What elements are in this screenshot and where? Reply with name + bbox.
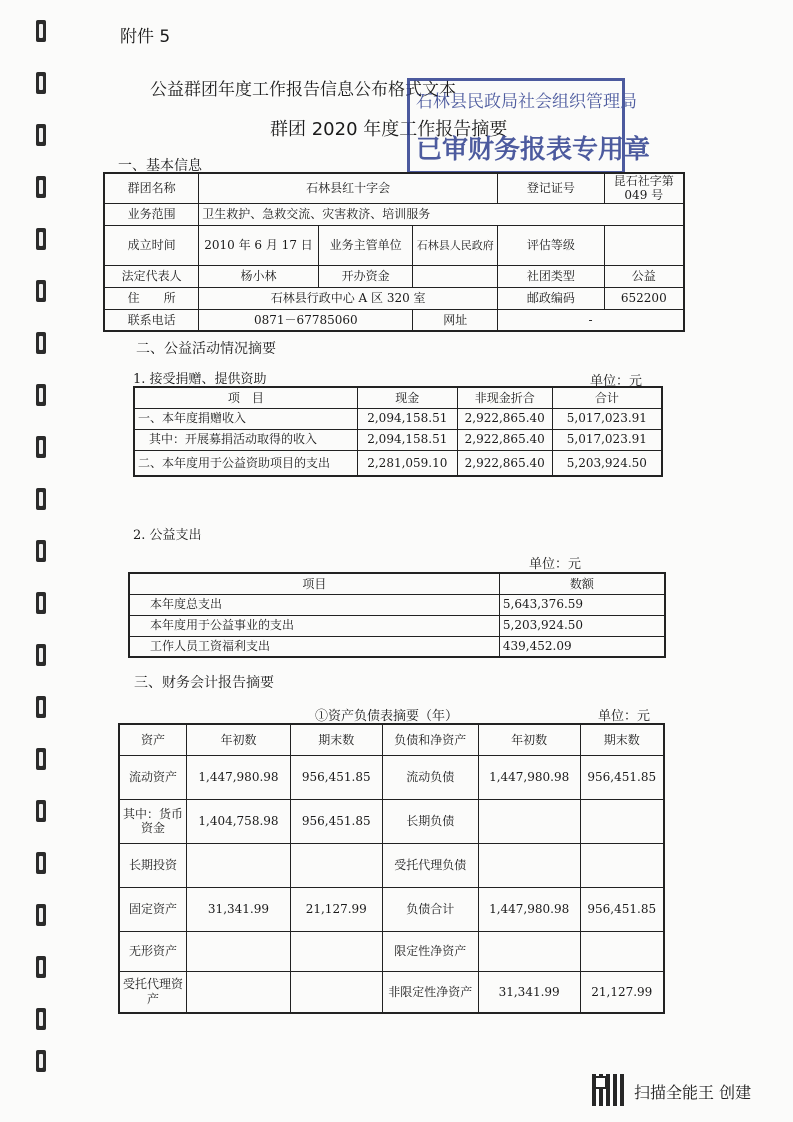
bs-liability-end: 21,127.99 (580, 971, 664, 1013)
donation-cash: 2,281,059.10 (357, 450, 457, 476)
phone-value: 0871－67785060 (199, 309, 413, 331)
attachment-label: 附件 5 (120, 27, 171, 47)
scope-label: 业务范围 (104, 203, 199, 225)
expense-header-item: 项目 (129, 573, 499, 594)
donation-total: 5,017,023.91 (552, 408, 662, 429)
binding-holes (36, 20, 50, 1070)
phone-label: 联系电话 (104, 309, 199, 331)
bs-liability-label: 流动负债 (382, 755, 478, 799)
legal-rep-value: 杨小林 (199, 265, 319, 287)
document-title: 公益群团年度工作报告信息公布格式文本 (150, 80, 456, 100)
bs-header-end: 期末数 (290, 724, 382, 755)
bs-header-begin-2: 年初数 (478, 724, 580, 755)
stamp-line-2: 已审财务报表专用章 (416, 135, 651, 165)
legal-rep-label: 法定代表人 (104, 265, 199, 287)
postcode-value: 652200 (604, 287, 684, 309)
donation-unit: 单位：元 (590, 374, 643, 389)
capital-label: 开办资金 (318, 265, 413, 287)
donation-row-label: 其中：开展募捐活动取得的收入 (134, 429, 357, 450)
bs-asset-end: 956,451.85 (290, 755, 382, 799)
document-subtitle: 群团 2020 年度工作报告摘要 (270, 119, 508, 140)
table-row (119, 887, 664, 931)
expense-amount: 5,203,924.50 (499, 615, 665, 636)
bs-asset-begin (187, 971, 291, 1013)
expense-table (128, 572, 666, 658)
expense-unit: 单位：元 (529, 557, 582, 572)
bs-asset-label: 无形资产 (119, 931, 187, 971)
org-name-label: 群团名称 (104, 173, 199, 203)
donation-cash: 2,094,158.51 (357, 429, 457, 450)
address-label: 住 所 (104, 287, 199, 309)
bs-liability-label: 长期负债 (382, 799, 478, 843)
expense-row-label: 工作人员工资福利支出 (129, 636, 499, 657)
bs-asset-end: 21,127.99 (290, 887, 382, 931)
bs-liability-begin: 31,341.99 (478, 971, 580, 1013)
bs-liability-end (580, 931, 664, 971)
section3-title: 三、财务会计报告摘要 (134, 675, 274, 691)
bs-header-end-2: 期末数 (580, 724, 664, 755)
bs-liability-label: 非限定性净资产 (382, 971, 478, 1013)
balance-unit: 单位：元 (598, 709, 651, 724)
expense-amount: 439,452.09 (499, 636, 665, 657)
balance-sheet-title: ①资产负债表摘要（年） (315, 709, 459, 724)
bs-asset-label: 受托代理资产 (119, 971, 187, 1013)
type-label: 社团类型 (498, 265, 605, 287)
expense-header-amount: 数额 (499, 573, 665, 594)
bs-asset-label: 长期投资 (119, 843, 187, 887)
bs-liability-end (580, 843, 664, 887)
reg-no-label: 登记证号 (498, 173, 605, 203)
reg-no-value: 昆石社字第 049 号 (604, 173, 684, 203)
bs-asset-end (290, 971, 382, 1013)
org-name-value: 石林县红十字会 (199, 173, 498, 203)
supervisor-label: 业务主管单位 (318, 225, 413, 265)
qr-code-icon (592, 1074, 624, 1106)
rating-label: 评估等级 (498, 225, 605, 265)
section2-title: 二、公益活动情况摘要 (136, 341, 276, 357)
expense-row-label: 本年度总支出 (129, 594, 499, 615)
balance-sheet-table (118, 723, 665, 1014)
donation-header-cash: 现金 (357, 387, 457, 408)
section2-sub1: 1. 接受捐赠、提供资助 (133, 372, 267, 387)
table-row (119, 971, 664, 1013)
table-row (129, 615, 665, 636)
donation-total: 5,017,023.91 (552, 429, 662, 450)
table-row (119, 931, 664, 971)
watermark-text: 扫描全能王 创建 (634, 1083, 752, 1102)
donation-noncash: 2,922,865.40 (457, 408, 552, 429)
bs-liability-begin (478, 799, 580, 843)
supervisor-value: 石林县人民政府 (413, 225, 498, 265)
bs-liability-end (580, 799, 664, 843)
bs-liability-end: 956,451.85 (580, 887, 664, 931)
bs-header-asset: 资产 (119, 724, 187, 755)
table-row (134, 408, 662, 429)
bs-asset-begin: 1,447,980.98 (187, 755, 291, 799)
donation-noncash: 2,922,865.40 (457, 429, 552, 450)
capital-value (413, 265, 498, 287)
official-stamp (407, 78, 651, 174)
bs-asset-label: 固定资产 (119, 887, 187, 931)
bs-asset-end: 956,451.85 (290, 799, 382, 843)
bs-asset-label: 其中：货币资金 (119, 799, 187, 843)
bs-liability-begin (478, 931, 580, 971)
donation-total: 5,203,924.50 (552, 450, 662, 476)
donation-cash: 2,094,158.51 (357, 408, 457, 429)
expense-amount: 5,643,376.59 (499, 594, 665, 615)
founded-label: 成立时间 (104, 225, 199, 265)
bs-header-begin: 年初数 (187, 724, 291, 755)
bs-liability-end: 956,451.85 (580, 755, 664, 799)
bs-header-liability: 负债和净资产 (382, 724, 478, 755)
stamp-line-1: 石林县民政局社会组织管理局 (416, 92, 637, 112)
donation-row-label: 一、本年度捐赠收入 (134, 408, 357, 429)
table-row (119, 843, 664, 887)
address-value: 石林县行政中心 A 区 320 室 (199, 287, 498, 309)
expense-row-label: 本年度用于公益事业的支出 (129, 615, 499, 636)
donation-row-label: 二、本年度用于公益资助项目的支出 (134, 450, 357, 476)
bs-liability-begin (478, 843, 580, 887)
bs-liability-label: 受托代理负债 (382, 843, 478, 887)
bs-asset-begin: 31,341.99 (187, 887, 291, 931)
donation-header-item: 项 目 (134, 387, 357, 408)
bs-liability-label: 负债合计 (382, 887, 478, 931)
table-row (119, 755, 664, 799)
table-row (134, 429, 662, 450)
section1-title: 一、基本信息 (118, 158, 202, 174)
table-row (129, 594, 665, 615)
bs-liability-begin: 1,447,980.98 (478, 755, 580, 799)
donation-header-total: 合计 (552, 387, 662, 408)
founded-value: 2010 年 6 月 17 日 (199, 225, 319, 265)
table-row (134, 450, 662, 476)
website-label: 网址 (413, 309, 498, 331)
bs-asset-end (290, 931, 382, 971)
bs-asset-label: 流动资产 (119, 755, 187, 799)
type-value: 公益 (604, 265, 684, 287)
bs-liability-begin: 1,447,980.98 (478, 887, 580, 931)
postcode-label: 邮政编码 (498, 287, 605, 309)
scope-value: 卫生救护、急救交流、灾害救济、培训服务 (199, 203, 684, 225)
basic-info-table (103, 172, 685, 332)
section2-sub2: 2. 公益支出 (133, 528, 202, 543)
bs-asset-begin (187, 843, 291, 887)
bs-asset-begin: 1,404,758.98 (187, 799, 291, 843)
donation-header-noncash: 非现金折合 (457, 387, 552, 408)
bs-asset-end (290, 843, 382, 887)
rating-value (604, 225, 684, 265)
bs-asset-begin (187, 931, 291, 971)
table-row (129, 636, 665, 657)
donation-table (133, 386, 663, 477)
scanner-watermark (592, 1074, 772, 1110)
table-row (119, 799, 664, 843)
website-value: - (498, 309, 684, 331)
donation-noncash: 2,922,865.40 (457, 450, 552, 476)
bs-liability-label: 限定性净资产 (382, 931, 478, 971)
